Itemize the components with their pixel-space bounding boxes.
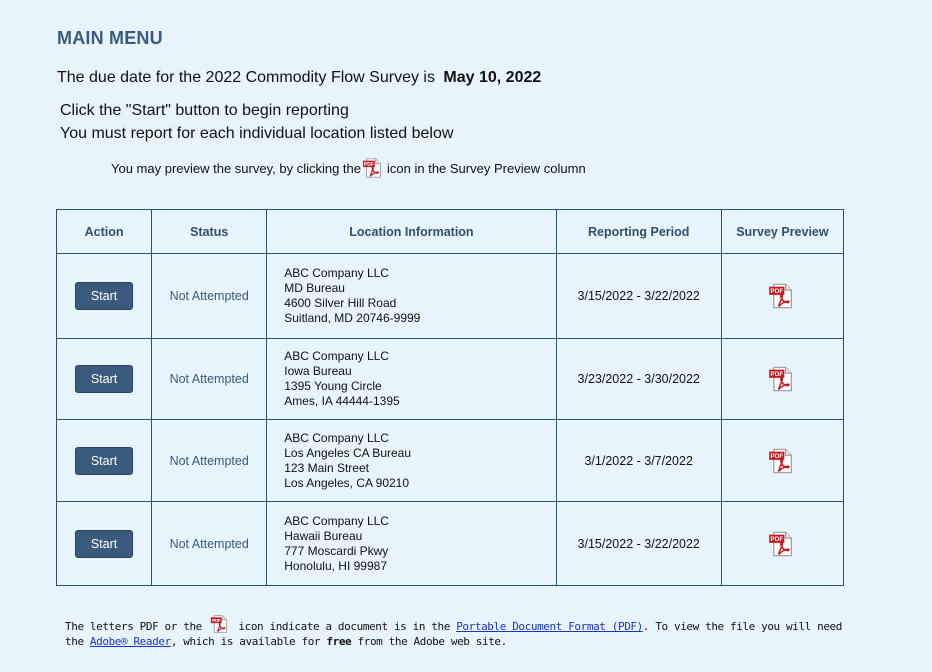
location-bureau: Hawaii Bureau — [284, 528, 363, 543]
due-date-line — [57, 69, 541, 87]
location-company: ABC Company LLC — [284, 349, 389, 363]
preview-cell — [721, 420, 843, 502]
footnote-text: The letters PDF or the — [65, 620, 202, 633]
instruction-report: You must report for each individual location listed below — [60, 125, 454, 142]
adobe-reader-link[interactable]: Adobe® Reader — [89, 635, 171, 648]
footnote-free: free — [326, 635, 352, 648]
location-city: Honolulu, HI 99987 — [284, 558, 387, 573]
table-row — [57, 339, 844, 420]
pdf-icon[interactable] — [768, 530, 796, 558]
location-company: ABC Company LLC — [284, 430, 389, 445]
status-text: Not Attempted — [169, 372, 249, 386]
table-row — [57, 254, 844, 339]
start-button[interactable]: Start — [75, 282, 133, 310]
instruction-start: Click the "Start" button to begin reporting — [60, 102, 349, 119]
location-street: 123 Main Street — [284, 460, 369, 475]
action-cell — [57, 254, 152, 339]
location-city: Suitland, MD 20746-9999 — [284, 311, 421, 325]
status-text: Not Attempted — [169, 453, 249, 468]
pdf-icon[interactable] — [768, 282, 796, 310]
table-row — [57, 502, 844, 586]
action-cell — [57, 502, 152, 586]
preview-note-suffix: icon in the Survey Preview column — [387, 160, 586, 176]
pdf-icon[interactable] — [768, 447, 796, 475]
location-street: 777 Moscardi Pkwy — [284, 543, 389, 558]
period-cell — [556, 502, 721, 586]
header-status: Status — [152, 210, 267, 254]
location-company: ABC Company LLC — [284, 513, 389, 528]
locations-table — [56, 209, 844, 586]
header-location: Location Information — [267, 210, 556, 254]
action-cell — [57, 339, 152, 420]
table-header-row — [57, 210, 844, 254]
due-date-value: May 10, 2022 — [443, 69, 542, 86]
status-cell — [152, 339, 267, 420]
location-cell — [267, 254, 556, 339]
period-cell — [556, 420, 721, 502]
status-cell — [152, 420, 267, 502]
pdf-icon — [362, 157, 384, 179]
preview-cell — [721, 502, 843, 586]
pdf-footnote — [65, 614, 855, 649]
location-company: ABC Company LLC — [284, 266, 389, 280]
page-title: MAIN MENU — [57, 28, 163, 48]
reporting-period: 3/23/2022 - 3/30/2022 — [577, 372, 700, 386]
start-button[interactable]: Start — [75, 365, 133, 393]
reporting-period: 3/15/2022 - 3/22/2022 — [577, 289, 700, 303]
location-street: 1395 Young Circle — [284, 379, 382, 393]
preview-note — [111, 157, 586, 179]
due-date-prefix: The due date for the 2022 Commodity Flow Survey is — [57, 69, 435, 86]
action-cell — [57, 420, 152, 502]
preview-cell — [721, 339, 843, 420]
start-button[interactable]: Start — [75, 447, 133, 475]
preview-cell — [721, 254, 843, 339]
location-cell — [267, 502, 556, 586]
location-cell — [267, 339, 556, 420]
footnote-text: . To view the file you will need the — [65, 620, 842, 648]
location-bureau: Los Angeles CA Bureau — [284, 445, 412, 460]
reporting-period: 3/1/2022 - 3/7/2022 — [584, 453, 693, 468]
status-text: Not Attempted — [169, 289, 249, 303]
footnote-text: , which is available for — [170, 635, 321, 648]
header-period: Reporting Period — [556, 210, 721, 254]
footnote-text: icon indicate a document is in the — [238, 620, 450, 633]
pdf-icon — [210, 614, 230, 634]
pdf-format-link[interactable]: Portable Document Format (PDF) — [456, 620, 643, 633]
status-text: Not Attempted — [169, 536, 249, 551]
status-cell — [152, 502, 267, 586]
location-bureau: MD Bureau — [284, 281, 345, 295]
reporting-period: 3/15/2022 - 3/22/2022 — [577, 536, 700, 551]
preview-note-prefix: You may preview the survey, by clicking the — [111, 160, 362, 176]
header-action: Action — [57, 210, 152, 254]
start-button[interactable]: Start — [75, 530, 133, 558]
location-bureau: Iowa Bureau — [284, 364, 352, 378]
location-cell — [267, 420, 556, 502]
pdf-icon[interactable] — [768, 365, 796, 393]
location-city: Los Angeles, CA 90210 — [284, 475, 410, 490]
status-cell — [152, 254, 267, 339]
footnote-text: from the Adobe web site. — [357, 635, 507, 648]
table-row — [57, 420, 844, 502]
location-city: Ames, IA 44444-1395 — [284, 394, 400, 408]
period-cell — [556, 339, 721, 420]
period-cell — [556, 254, 721, 339]
header-preview: Survey Preview — [721, 210, 843, 254]
location-street: 4600 Silver Hill Road — [284, 296, 397, 310]
